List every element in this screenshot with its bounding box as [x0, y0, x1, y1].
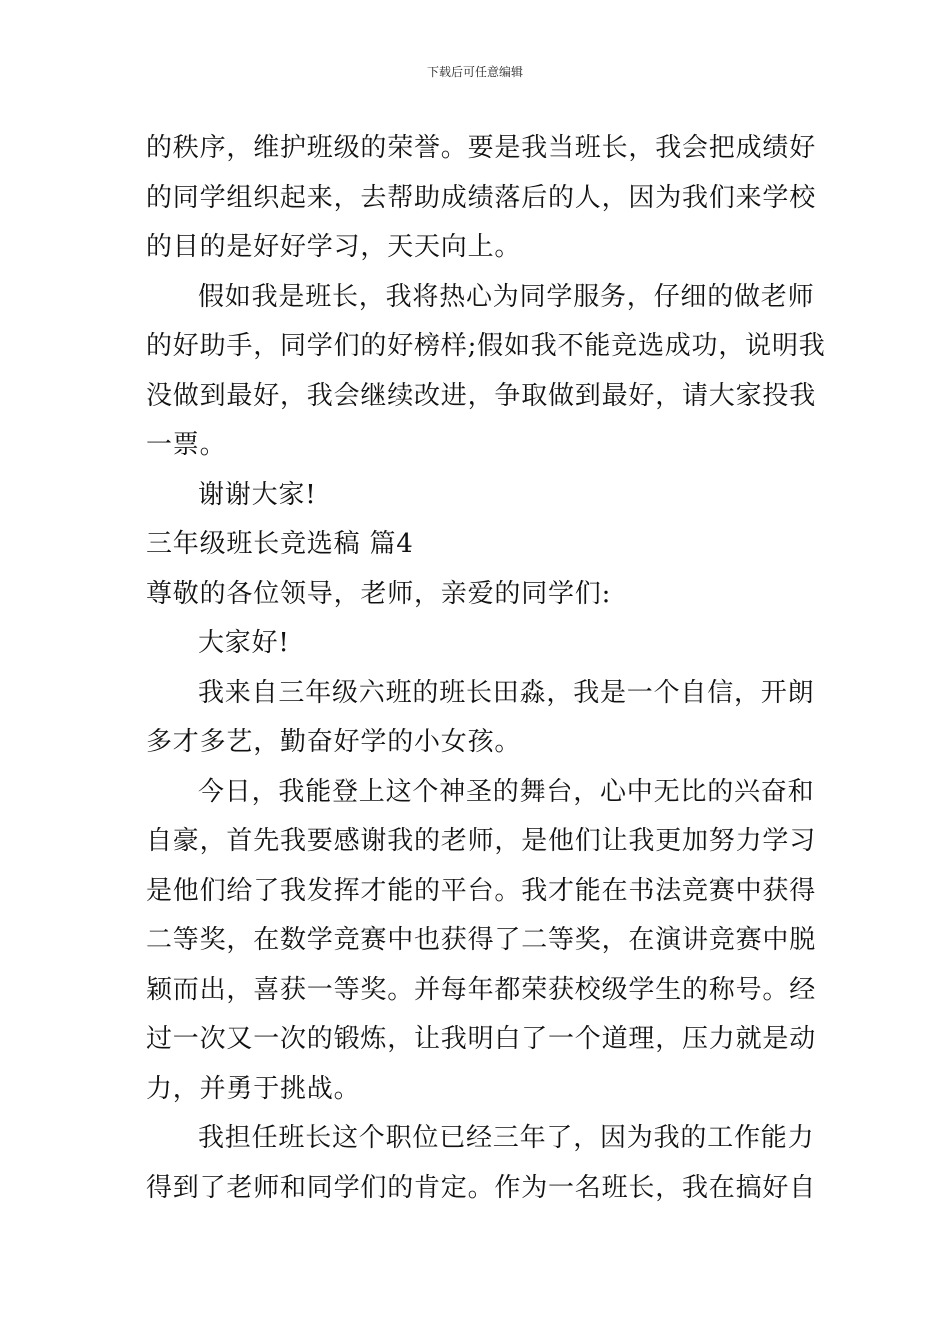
paragraph-start: 谢谢大家!	[198, 479, 317, 510]
greeting: 大家好!	[198, 628, 290, 658]
text-line: 的目的是好好学习，天天向上。	[146, 232, 522, 262]
section-heading: 三年级班长竞选稿 篇4	[146, 529, 414, 559]
page-header: 下载后可任意编辑	[426, 65, 523, 79]
salutation: 尊敬的各位领导，老师，亲爱的同学们:	[146, 578, 612, 609]
paragraph-start: 我担任班长这个职位已经三年了，因为我的工作能力	[198, 1123, 815, 1153]
paragraph-start: 我来自三年级六班的班长田淼，我是一个自信，开朗	[198, 677, 815, 708]
text-line: 颖而出，喜获一等奖。并每年都荣获校级学生的称号。经	[146, 974, 817, 1005]
text-line: 力，并勇于挑战。	[146, 1073, 361, 1104]
text-line: 一票。	[146, 430, 227, 460]
paragraph-start: 今日，我能登上这个神圣的舞台，心中无比的兴奋和	[198, 776, 815, 807]
text-line: 过一次又一次的锻炼，让我明白了一个道理，压力就是动	[146, 1024, 817, 1054]
text-line: 自豪，首先我要感谢我的老师，是他们让我更加努力学习	[146, 826, 817, 856]
text-line: 没做到最好，我会继续改进，争取做到最好，请大家投我	[146, 380, 817, 411]
paragraph-start: 假如我是班长，我将热心为同学服务，仔细的做老师	[198, 281, 815, 312]
text-line: 多才多艺，勤奋好学的小女孩。	[146, 727, 522, 757]
text-line: 的同学组织起来，去帮助成绩落后的人，因为我们来学校	[146, 182, 817, 213]
text-line: 二等奖，在数学竞赛中也获得了二等奖，在演讲竞赛中脱	[146, 925, 817, 955]
text-line: 的秩序，维护班级的荣誉。要是我当班长，我会把成绩好	[146, 133, 817, 163]
text-line: 是他们给了我发挥才能的平台。我才能在书法竞赛中获得	[146, 875, 817, 906]
text-line: 的好助手，同学们的好榜样;假如我不能竞选成功，说明我	[146, 331, 826, 361]
text-line: 得到了老师和同学们的肯定。作为一名班长，我在搞好自	[146, 1172, 817, 1203]
document-body	[146, 124, 826, 1213]
